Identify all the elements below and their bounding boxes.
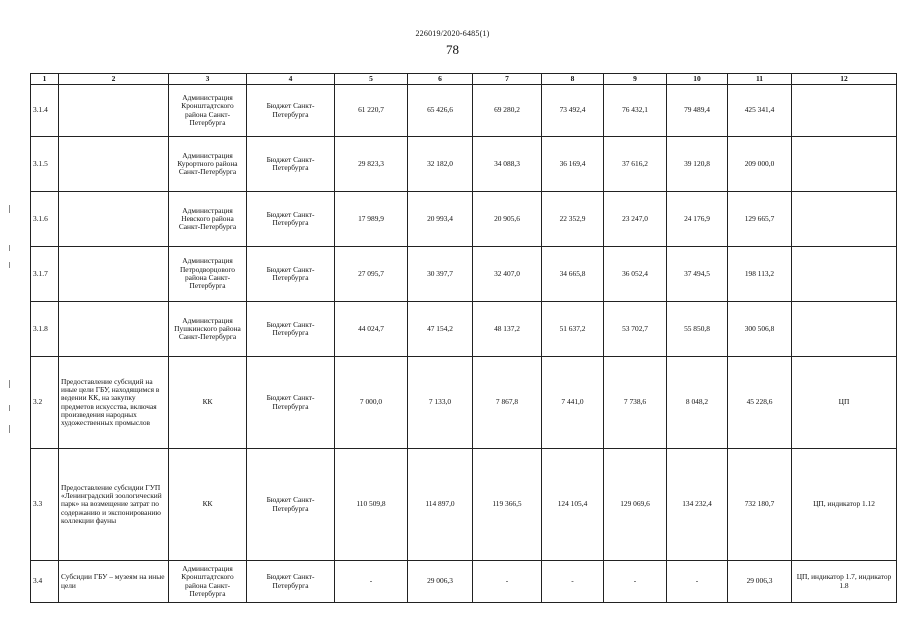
activity-description: Предоставление субсидии ГУП «Ленинградский зоологический парк» на возмещение затрат по содержанию и экспонированию коллекции фауны (59, 449, 169, 561)
note-cell: ЦП, индикатор 1.12 (792, 449, 897, 561)
value-cell: 36 052,4 (604, 247, 667, 302)
column-number: 3 (169, 74, 247, 85)
executor: Администрация Пушкинского района Санкт-Петербурга (169, 302, 247, 357)
value-cell: 45 228,6 (728, 357, 792, 449)
row-number: 3.4 (31, 561, 59, 603)
value-cell: 36 169,4 (542, 137, 604, 192)
value-cell: 425 341,4 (728, 85, 792, 137)
row-number: 3.3 (31, 449, 59, 561)
note-cell (792, 302, 897, 357)
table-row (31, 247, 897, 302)
value-cell: 24 176,9 (667, 192, 728, 247)
value-cell: 29 006,3 (728, 561, 792, 603)
note-cell (792, 192, 897, 247)
column-number: 1 (31, 74, 59, 85)
value-cell: 129 665,7 (728, 192, 792, 247)
value-cell: 69 280,2 (473, 85, 542, 137)
value-cell: - (335, 561, 408, 603)
value-cell: 30 397,7 (408, 247, 473, 302)
funding-source: Бюджет Санкт-Петербурга (247, 137, 335, 192)
executor: Администрация Петродворцового района Санкт-Петербурга (169, 247, 247, 302)
value-cell: 134 232,4 (667, 449, 728, 561)
value-cell: 7 441,0 (542, 357, 604, 449)
activity-description (59, 137, 169, 192)
value-cell: 20 905,6 (473, 192, 542, 247)
value-cell: 129 069,6 (604, 449, 667, 561)
page-number: 78 (446, 42, 459, 57)
value-cell: 110 509,8 (335, 449, 408, 561)
margin-mark (9, 205, 10, 213)
value-cell: 55 850,8 (667, 302, 728, 357)
value-cell: 47 154,2 (408, 302, 473, 357)
table-row (31, 357, 897, 449)
column-number: 9 (604, 74, 667, 85)
column-number: 6 (408, 74, 473, 85)
note-cell (792, 247, 897, 302)
value-cell: 34 665,8 (542, 247, 604, 302)
value-cell: 27 095,7 (335, 247, 408, 302)
table-row (31, 302, 897, 357)
executor: КК (169, 449, 247, 561)
value-cell: - (667, 561, 728, 603)
column-number-row (31, 74, 897, 85)
value-cell: 8 048,2 (667, 357, 728, 449)
value-cell: 114 897,0 (408, 449, 473, 561)
value-cell: 7 000,0 (335, 357, 408, 449)
row-number: 3.1.4 (31, 85, 59, 137)
row-number: 3.1.8 (31, 302, 59, 357)
column-number: 12 (792, 74, 897, 85)
document-id: 226019/2020-6485(1) (415, 29, 490, 38)
margin-mark (9, 262, 10, 268)
value-cell: 44 024,7 (335, 302, 408, 357)
value-cell: 20 993,4 (408, 192, 473, 247)
value-cell: 32 407,0 (473, 247, 542, 302)
column-number: 8 (542, 74, 604, 85)
value-cell: 7 867,8 (473, 357, 542, 449)
activity-description (59, 247, 169, 302)
value-cell: 119 366,5 (473, 449, 542, 561)
funding-source: Бюджет Санкт-Петербурга (247, 357, 335, 449)
executor: Администрация Кронштадтского района Санкт-Петербурга (169, 85, 247, 137)
table-row (31, 85, 897, 137)
value-cell: 51 637,2 (542, 302, 604, 357)
value-cell: 198 113,2 (728, 247, 792, 302)
value-cell: 7 133,0 (408, 357, 473, 449)
funding-source: Бюджет Санкт-Петербурга (247, 302, 335, 357)
value-cell: 29 006,3 (408, 561, 473, 603)
executor: Администрация Кронштадтского района Санкт-Петербурга (169, 561, 247, 603)
table-row (31, 137, 897, 192)
note-cell (792, 137, 897, 192)
activity-description: Субсидии ГБУ – музеям на иные цели (59, 561, 169, 603)
value-cell: 300 506,8 (728, 302, 792, 357)
value-cell: 76 432,1 (604, 85, 667, 137)
activity-description (59, 192, 169, 247)
note-cell: ЦП (792, 357, 897, 449)
margin-mark (9, 405, 10, 411)
table-row (31, 449, 897, 561)
column-number: 4 (247, 74, 335, 85)
value-cell: 48 137,2 (473, 302, 542, 357)
note-cell: ЦП, индикатор 1.7, индикатор 1.8 (792, 561, 897, 603)
column-number: 11 (728, 74, 792, 85)
column-number: 2 (59, 74, 169, 85)
value-cell: 37 494,5 (667, 247, 728, 302)
column-number: 5 (335, 74, 408, 85)
value-cell: 17 989,9 (335, 192, 408, 247)
row-number: 3.1.5 (31, 137, 59, 192)
table-row (31, 561, 897, 603)
value-cell: - (604, 561, 667, 603)
value-cell: - (542, 561, 604, 603)
value-cell: 7 738,6 (604, 357, 667, 449)
margin-mark (9, 380, 10, 388)
value-cell: 65 426,6 (408, 85, 473, 137)
value-cell: 29 823,3 (335, 137, 408, 192)
funding-source: Бюджет Санкт-Петербурга (247, 192, 335, 247)
value-cell: 79 489,4 (667, 85, 728, 137)
funding-source: Бюджет Санкт-Петербурга (247, 85, 335, 137)
row-number: 3.2 (31, 357, 59, 449)
value-cell: 73 492,4 (542, 85, 604, 137)
value-cell: 61 220,7 (335, 85, 408, 137)
funding-source: Бюджет Санкт-Петербурга (247, 561, 335, 603)
value-cell: 53 702,7 (604, 302, 667, 357)
row-number: 3.1.7 (31, 247, 59, 302)
note-cell (792, 85, 897, 137)
executor: Администрация Невского района Санкт-Петербурга (169, 192, 247, 247)
margin-mark (9, 245, 10, 251)
row-number: 3.1.6 (31, 192, 59, 247)
activity-description: Предоставление субсидий на иные цели ГБУ, находящимся в ведении КК, на закупку предметов искусства, включая произведения народных художественных промыслов (59, 357, 169, 449)
executor: Администрация Курортного района Санкт-Петербурга (169, 137, 247, 192)
executor: КК (169, 357, 247, 449)
table-row (31, 192, 897, 247)
value-cell: 23 247,0 (604, 192, 667, 247)
value-cell: 34 088,3 (473, 137, 542, 192)
funding-source: Бюджет Санкт-Петербурга (247, 449, 335, 561)
value-cell: 39 120,8 (667, 137, 728, 192)
funding-source: Бюджет Санкт-Петербурга (247, 247, 335, 302)
value-cell: 124 105,4 (542, 449, 604, 561)
column-number: 10 (667, 74, 728, 85)
activity-description (59, 85, 169, 137)
value-cell: 22 352,9 (542, 192, 604, 247)
value-cell: 32 182,0 (408, 137, 473, 192)
margin-mark (9, 425, 10, 433)
value-cell: 37 616,2 (604, 137, 667, 192)
value-cell: 209 000,0 (728, 137, 792, 192)
value-cell: - (473, 561, 542, 603)
budget-table (30, 73, 897, 603)
column-number: 7 (473, 74, 542, 85)
activity-description (59, 302, 169, 357)
value-cell: 732 180,7 (728, 449, 792, 561)
